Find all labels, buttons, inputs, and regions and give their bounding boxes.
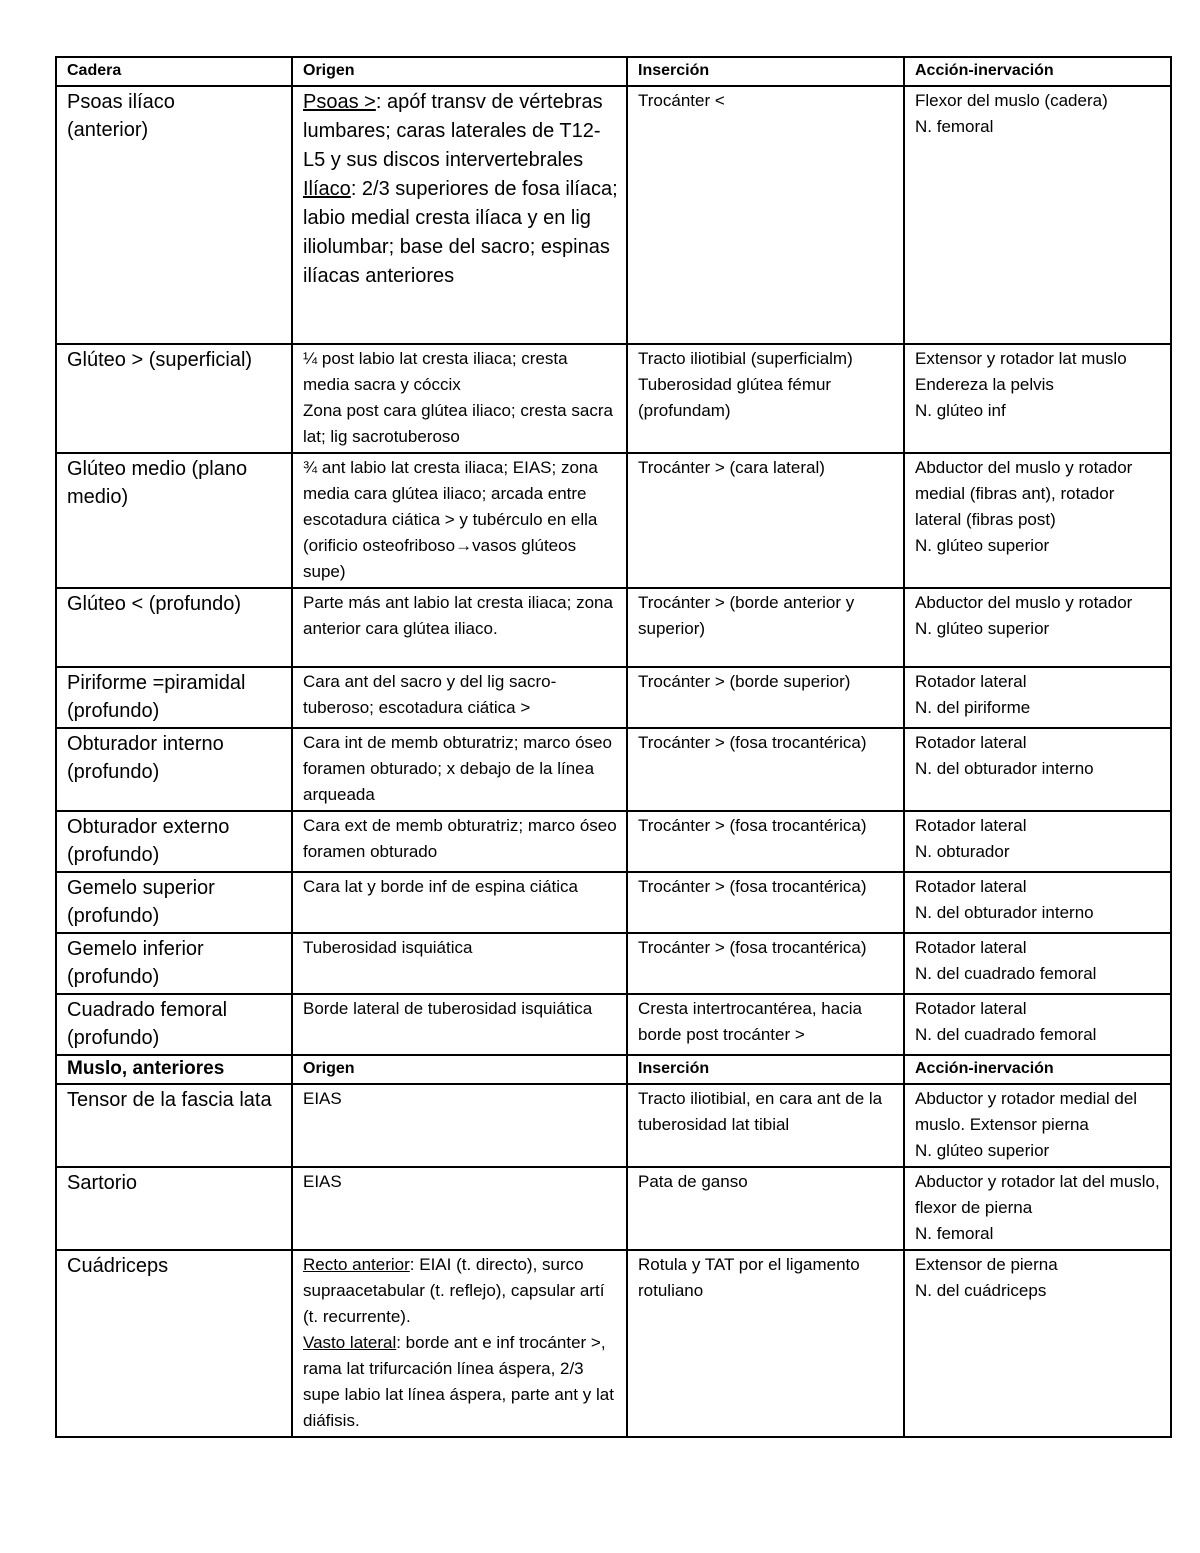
insertion-cell: Trocánter > (fosa trocantérica) — [627, 811, 904, 872]
header-cell-insercion: Inserción — [627, 1055, 904, 1084]
table-row — [56, 1084, 1171, 1167]
muscle-table — [55, 56, 1172, 1438]
muscle-name: Obturador interno (profundo) — [56, 728, 292, 811]
origin-cell: Borde lateral de tuberosidad isquiática — [292, 994, 627, 1055]
muscle-name: Glúteo < (profundo) — [56, 588, 292, 667]
muscle-name: Obturador externo (profundo) — [56, 811, 292, 872]
table-row — [56, 811, 1171, 872]
table-row — [56, 667, 1171, 728]
table-row — [56, 453, 1171, 588]
action-cell: Flexor del muslo (cadera) N. femoral — [904, 86, 1171, 344]
table-row — [56, 86, 1171, 344]
muscle-name: Psoas ilíaco (anterior) — [56, 86, 292, 344]
muscle-name: Piriforme =piramidal (profundo) — [56, 667, 292, 728]
header-cell-insercion: Inserción — [627, 57, 904, 86]
header-row-muslo — [56, 1055, 1171, 1084]
iliaco-label: Ilíaco — [303, 178, 351, 200]
table-row — [56, 588, 1171, 667]
insertion-cell: Trocánter > (fosa trocantérica) — [627, 728, 904, 811]
action-cell: Rotador lateral N. del obturador interno — [904, 872, 1171, 933]
header-cell-accion: Acción-inervación — [904, 1055, 1171, 1084]
table-row — [56, 728, 1171, 811]
muscle-name: Tensor de la fascia lata — [56, 1084, 292, 1167]
origin-cell: Tuberosidad isquiática — [292, 933, 627, 994]
action-cell: Abductor del muslo y rotador medial (fibras ant), rotador lateral (fibras post) N. glúteo superior — [904, 453, 1171, 588]
origin-cell: EIAS — [292, 1167, 627, 1250]
recto-anterior-label: Recto anterior — [303, 1255, 410, 1274]
origin-cell: Parte más ant labio lat cresta iliaca; zona anterior cara glútea iliaco. — [292, 588, 627, 667]
table-row — [56, 994, 1171, 1055]
muscle-name: Gemelo superior (profundo) — [56, 872, 292, 933]
psoas-label: Psoas > — [303, 91, 376, 113]
origin-cell: Cara ant del sacro y del lig sacro-tuberoso; escotadura ciática > — [292, 667, 627, 728]
origin-cell: Recto anterior: EIAI (t. directo), surco supraacetabular (t. reflejo), capsular artí (t. recurrente). Vasto lateral: borde ant e inf trocánter >, rama lat trifurcación línea áspera, 2/3 supe labio lat línea áspera, parte ant y lat diáfisis. — [292, 1250, 627, 1437]
table-row — [56, 344, 1171, 453]
insertion-cell: Rotula y TAT por el ligamento rotuliano — [627, 1250, 904, 1437]
origin-cell: ¼ post labio lat cresta iliaca; cresta media sacra y cóccix Zona post cara glútea iliaco; cresta sacra lat; lig sacrotuberoso — [292, 344, 627, 453]
origin-cell: EIAS — [292, 1084, 627, 1167]
action-cell: Extensor y rotador lat muslo Endereza la pelvis N. glúteo inf — [904, 344, 1171, 453]
action-cell: Rotador lateral N. del cuadrado femoral — [904, 994, 1171, 1055]
header-cell-cadera: Cadera — [56, 57, 292, 86]
insertion-cell: Trocánter > (borde superior) — [627, 667, 904, 728]
header-row-cadera — [56, 57, 1171, 86]
action-cell: Abductor y rotador lat del muslo, flexor de pierna N. femoral — [904, 1167, 1171, 1250]
origin-cell: Cara ext de memb obturatriz; marco óseo foramen obturado — [292, 811, 627, 872]
action-cell: Rotador lateral N. del piriforme — [904, 667, 1171, 728]
action-cell: Extensor de pierna N. del cuádriceps — [904, 1250, 1171, 1437]
action-cell: Rotador lateral N. del cuadrado femoral — [904, 933, 1171, 994]
table-row — [56, 1167, 1171, 1250]
table-row — [56, 1250, 1171, 1437]
origin-cell: Cara lat y borde inf de espina ciática — [292, 872, 627, 933]
action-cell: Rotador lateral N. obturador — [904, 811, 1171, 872]
insertion-cell: Tracto iliotibial (superficialm) Tuberosidad glútea fémur (profundam) — [627, 344, 904, 453]
origin-cell: Psoas >: apóf transv de vértebras lumbares; caras laterales de T12-L5 y sus discos intervertebrales Ilíaco: 2/3 superiores de fosa ilíaca; labio medial cresta ilíaca y en lig iliolumbar; base del sacro; espinas ilíacas anteriores — [292, 86, 627, 344]
insertion-cell: Trocánter > (cara lateral) — [627, 453, 904, 588]
header-cell-origen: Origen — [292, 1055, 627, 1084]
insertion-cell: Trocánter < — [627, 86, 904, 344]
action-cell: Rotador lateral N. del obturador interno — [904, 728, 1171, 811]
origin-cell: Cara int de memb obturatriz; marco óseo foramen obturado; x debajo de la línea arqueada — [292, 728, 627, 811]
insertion-cell: Tracto iliotibial, en cara ant de la tuberosidad lat tibial — [627, 1084, 904, 1167]
header-cell-origen: Origen — [292, 57, 627, 86]
action-cell: Abductor del muslo y rotador N. glúteo superior — [904, 588, 1171, 667]
muscle-name: Glúteo > (superficial) — [56, 344, 292, 453]
muscle-name: Cuádriceps — [56, 1250, 292, 1437]
insertion-cell: Cresta intertrocantérea, hacia borde post trocánter > — [627, 994, 904, 1055]
table-row — [56, 872, 1171, 933]
origin-cell: ¾ ant labio lat cresta iliaca; EIAS; zona media cara glútea iliaco; arcada entre escotadura ciática > y tubérculo en ella (orificio osteofriboso→vasos glúteos supe) — [292, 453, 627, 588]
vasto-lateral-label: Vasto lateral — [303, 1333, 397, 1352]
muscle-name: Glúteo medio (plano medio) — [56, 453, 292, 588]
muscle-name: Sartorio — [56, 1167, 292, 1250]
table-row — [56, 933, 1171, 994]
insertion-cell: Pata de ganso — [627, 1167, 904, 1250]
insertion-cell: Trocánter > (borde anterior y superior) — [627, 588, 904, 667]
action-cell: Abductor y rotador medial del muslo. Extensor pierna N. glúteo superior — [904, 1084, 1171, 1167]
insertion-cell: Trocánter > (fosa trocantérica) — [627, 933, 904, 994]
header-cell-accion: Acción-inervación — [904, 57, 1171, 86]
insertion-cell: Trocánter > (fosa trocantérica) — [627, 872, 904, 933]
muscle-name: Cuadrado femoral (profundo) — [56, 994, 292, 1055]
muscle-name: Gemelo inferior (profundo) — [56, 933, 292, 994]
header-cell-muslo: Muslo, anteriores — [56, 1055, 292, 1084]
